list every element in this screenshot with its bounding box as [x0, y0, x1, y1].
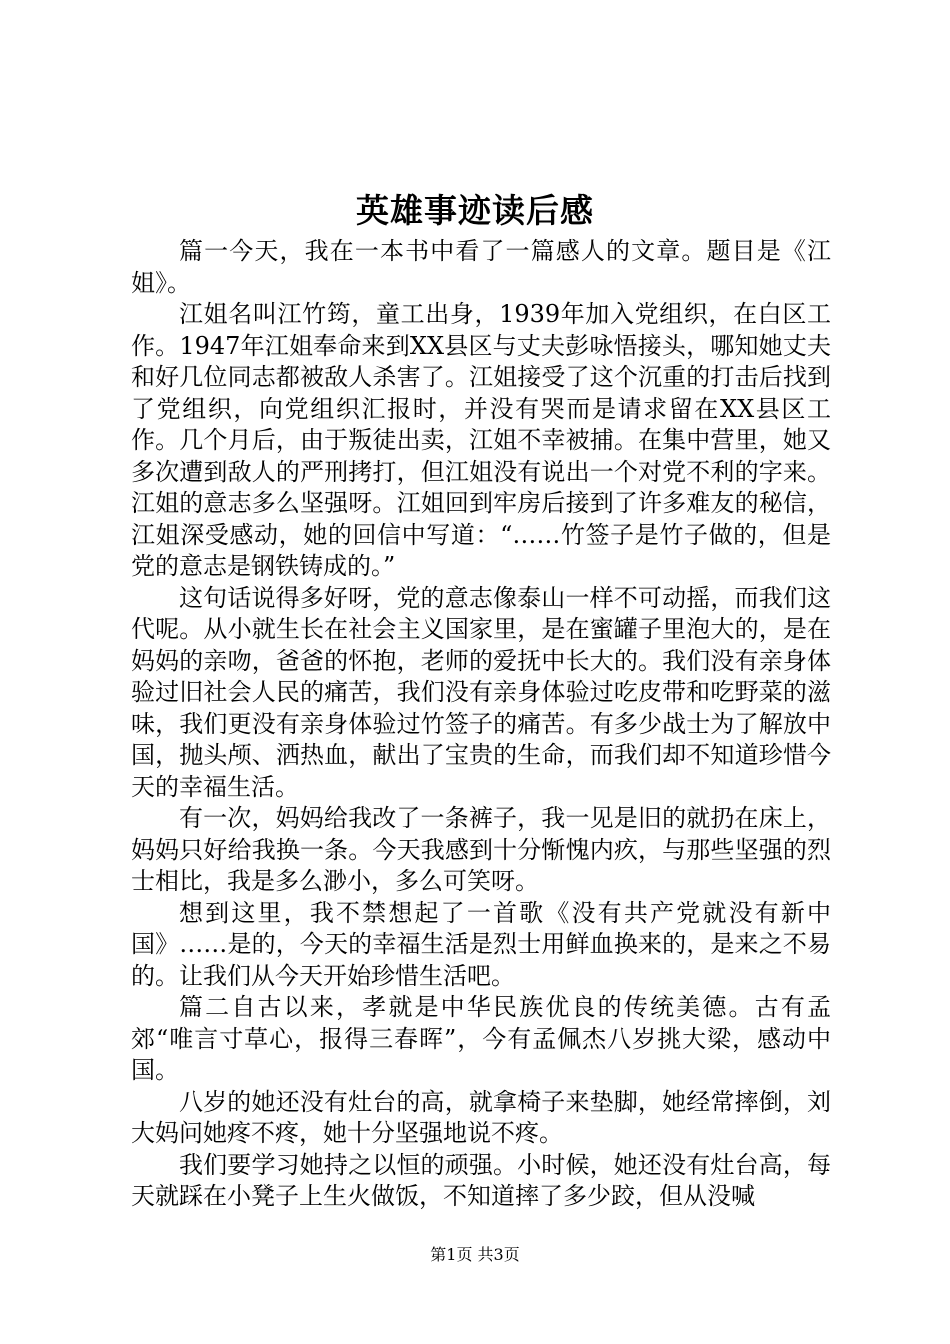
document-body [131, 236, 831, 1213]
paragraph: 八岁的她还没有灶台的高，就拿椅子来垫脚，她经常摔倒，刘大妈问她疼不疼，她十分坚强地说不疼。 [131, 1087, 831, 1147]
paragraph: 篇二自古以来，孝就是中华民族优良的传统美德。古有孟郊“唯言寸草心，报得三春晖”，今有孟佩杰八岁挑大梁，感动中国。 [131, 993, 831, 1084]
paragraph: 江姐名叫江竹筠，童工出身，1939年加入党组织，在白区工作。1947年江姐奉命来到XX县区与丈夫彭咏悟接头，哪知她丈夫和好几位同志都被敌人杀害了。江姐接受了这个沉重的打击后找到了党组织，向党组织汇报时，并没有哭而是请求留在XX县区工作。几个月后，由于叛徒出卖，江姐不幸被捕。在集中营里，她又多次遭到敌人的严刑拷打，但江姐没有说出一个对党不利的字来。江姐的意志多么坚强呀。江姐回到牢房后接到了许多难友的秘信，江姐深受感动，她的回信中写道：“……竹签子是竹子做的，但是党的意志是钢铁铸成的。” [131, 300, 831, 580]
paragraph: 这句话说得多好呀，党的意志像泰山一样不可动摇，而我们这代呢。从小就生长在社会主义国家里，是在蜜罐子里泡大的，是在妈妈的亲吻，爸爸的怀抱，老师的爱抚中长大的。我们没有亲身体验过旧社会人民的痛苦，我们没有亲身体验过吃皮带和吃野菜的滋味，我们更没有亲身体验过竹签子的痛苦。有多少战士为了解放中国，抛头颅、洒热血，献出了宝贵的生命，而我们却不知道珍惜今天的幸福生活。 [131, 583, 831, 801]
page-footer: 第1页 共3页 [430, 1245, 520, 1264]
paragraph: 篇一今天，我在一本书中看了一篇感人的文章。题目是《江姐》。 [131, 237, 831, 297]
paragraph: 想到这里，我不禁想起了一首歌《没有共产党就没有新中国》……是的，今天的幸福生活是烈士用鲜血换来的，是来之不易的。让我们从今天开始珍惜生活吧。 [131, 898, 831, 990]
paragraph: 我们要学习她持之以恒的顽强。小时候，她还没有灶台高，每天就踩在小凳子上生火做饭，不知道摔了多少跤，但从没喊 [131, 1150, 831, 1210]
document-title: 英雄事迹读后感 [356, 191, 594, 230]
paragraph: 有一次，妈妈给我改了一条裤子，我一见是旧的就扔在床上，妈妈只好给我换一条。今天我感到十分惭愧内疚，与那些坚强的烈士相比，我是多么渺小，多么可笑呀。 [131, 804, 831, 895]
